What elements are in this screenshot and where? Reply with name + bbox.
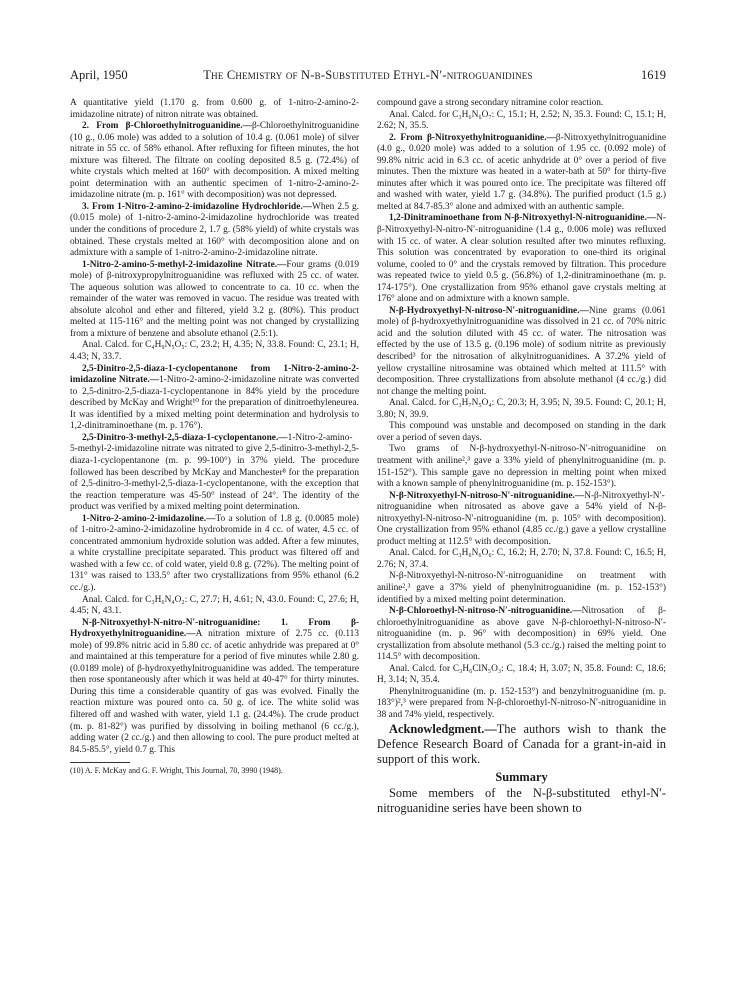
- analysis-line: Anal. Calcd. for C₃H₆N₆O₆: C, 16.2; H, 2.70; N, 37.8. Found: C, 16.5; H, 2.76; N, 37.4.: [377, 548, 666, 570]
- acknowledgment-text: The authors wish to thank the Defence Research Board of Canada for a grant-in-aid in support of this work.: [377, 721, 666, 766]
- acknowledgment-heading: Acknowledgment.—: [389, 721, 497, 736]
- left-column: [70, 98, 359, 776]
- paragraph: 2,5-Dinitro-2,5-diaza-1-cyclopentanone from 1-Nitro-2-amino-2-imidazoline Nitrate.—1-Nitro-2-amino-2-imidazoline nitrate was converted to 2,5-dinitro-2,5-diaza-1-cyclopentanone in 84% yield by the procedure described by McKay and Wright¹⁰ for the preparation of dinitroethyleneurea. It was identified by a mixed melting point determination and hydrolysis to 1,2-dinitraminoethane (m. p. 176°).: [70, 363, 359, 432]
- paragraph: N-β-Nitroxyethyl-N-nitro-N′-nitroguanidine: 1. From β-Hydroxyethylnitroguanidine.—A nitration mixture of 2.75 cc. (0.113 mole) of 99.8% nitric acid in 5.80 cc. of acetic anhydride was prepared at 0° and maintained at this temperature for a period of five minutes while 2.80 g. (0.0189 mole) of β-hydroxyethylnitroguanidine was added. The temperature then rose spontaneously after which it was held at 40-47° for thirty minutes. During this time a considerable quantity of gas was evolved. Finally the reaction mixture was poured onto ca. 50 g. of ice. The white solid was filtered off and washed with water, yield 1.1 g. (24.4%). The crude product (m. p. 81-82°) was purified by dissolving in boiling methanol (6 cc./g.), adding water (2 cc./g.) and then allowing to cool. The pure product melted at 84.5-85.5°, yield 0.7 g. This: [70, 617, 359, 755]
- paragraph: 2. From β-Chloroethylnitroguanidine.—β-Chloroethylnitroguanidine (10 g., 0.06 mole) was added to a solution of 10.4 g. (0.061 mole) of silver nitrate in 55 cc. of 58% ethanol. After refluxing for fifteen minutes, the hot mixture was filtered. The filtrate on cooling deposited 8.5 g. (72.4%) of white crystals which melted at 160° with decomposition. A mixed melting point determination with an authentic specimen of 1-nitro-2-amino-2-imidazoline nitrate (m. p. 161° with decomposition) was not depressed.: [70, 121, 359, 201]
- paragraph: 2. From β-Nitroxyethylnitroguanidine.—β-Nitroxyethylnitroguanidine (4.0 g., 0.020 mole) was added to a solution of 1.95 cc. (0.092 mole) of 99.8% nitric acid in 6.3 cc. of acetic anhydride at 0° over a period of five minutes. Then the mixture was heated in a water-bath at 50° for thirty-five minutes after which it was poured onto ice. The precipitate was filtered off and washed with water, yield 1.7 g. (34.8%). The purified product (1.5 g.) melted at 84.7-85.3° alone and admixed with an authentic sample.: [377, 132, 666, 212]
- acknowledgment: [377, 722, 666, 768]
- paragraph: 3. From 1-Nitro-2-amino-2-imidazoline Hydrochloride.—When 2.5 g. (0.015 mole) of 1-nitro-2-amino-2-imidazoline hydrochloride was treated under the conditions of procedure 2, 1.7 g. (58% yield) of white crystals was obtained. These crystals melted at 160° with decomposition alone and on admixture with a sample of 1-nitro-2-amino-2-imidazoline nitrate.: [70, 201, 359, 259]
- paragraph: 2,5-Dinitro-3-methyl-2,5-diaza-1-cyclopentanone.—1-Nitro-2-amino-5-methyl-2-imidazoline nitrate was nitrated to give 2,5-dinitro-3-methyl-2,5-diaza-1-cyclopentanone (m. p. 99-100°) in 37% yield. The procedure followed has been described by McKay and Manchester⁸ for the preparation of 2,5-dinitro-3-methyl-2,5-diaza-1-cyclopentanone, with the exception that the reaction temperature was 45-50° instead of 24°. The identity of the product was verified by a mixed melting point determination.: [70, 432, 359, 513]
- analysis-line: Anal. Calcd. for C₄H₉N₅O₅: C, 23.2; H, 4.35; N, 33.8. Found: C, 23.1; H, 4.43; N, 33.7.: [70, 340, 359, 363]
- paragraph: Phenylnitroguanidine (m. p. 152-153°) and benzylnitroguanidine (m. p. 183°)²,³ were prepared from N-β-chloroethyl-N-nitroso-N′-nitroguanidine in 38 and 74% yield, respectively.: [377, 686, 666, 720]
- paragraph: Two grams of N-β-hydroxyethyl-N-nitroso-N′-nitroguanidine on treatment with aniline²,³ gave a 33% yield of phenylnitroguanidine (m. p. 151-152°). This sample gave no depression in melting point when mixed with a known sample of phenylnitroguanidine (m. p. 152-153°).: [377, 444, 666, 490]
- footnote: (10) A. F. McKay and G. F. Wright, This Journal, 70, 3990 (1948).: [70, 766, 283, 776]
- paragraph: N-β-Chloroethyl-N-nitroso-N′-nitroguanidine.—Nitrosation of β-chloroethylnitroguanidine as above gave N-β-chloroethyl-N-nitroso-N′-nitroguanidine (m. p. 96° with decomposition) in 69% yield. One crystallization from absolute methanol (5.3 cc./g.) raised the melting point to 114.5° with decomposition.: [377, 606, 666, 663]
- paragraph: 1,2-Dinitraminoethane from N-β-Nitroxyethyl-N-nitroguanidine.—N-β-Nitroxyethyl-N-nitro-N′-nitroguanidine (1.4 g., 0.006 mole) was refluxed with 15 cc. of water. A clear solution resulted after two minutes refluxing. This solution was concentrated by evaporation to one-third its original volume, cooled to 0° and the crystals removed by filtration. This procedure was repeated twice to yield 0.5 g. (56.8%) of 1,2-dinitraminoethane (m. p. 174-175°). One crystallization from 95% ethanol gave crystals melting at 176° alone and on admixture with a known sample.: [377, 213, 666, 305]
- paragraph: N-β-Nitroxyethyl-N-nitroso-N′-nitroguanidine.—N-β-Nitroxyethyl-N′-nitroguanidine when nitrosated as above gave a 54% yield of N-β-nitroxyethyl-N-nitroso-N′-nitroguanidine (m. p. 105° with decomposition). One crystallization from 95% ethanol (4.85 cc./g.) gave a yellow crystalline product melting at 112.5° with decomposition.: [377, 490, 666, 547]
- running-header: [70, 66, 666, 84]
- paragraph: N-β-Nitroxyethyl-N-nitroso-N′-nitroguanidine on treatment with aniline²,³ gave a 37% yield of phenylnitroguanidine (m. p. 152-153°) identified by a mixed melting point determination.: [377, 571, 666, 605]
- paragraph: A quantitative yield (1.170 g. from 0.600 g. of 1-nitro-2-amino-2-imidazoline nitrate) of nitron nitrate was obtained.: [70, 98, 359, 120]
- header-title: The Chemistry of N-β-Substituted Ethyl-N′-nitroguanidines: [203, 68, 533, 82]
- analysis-line: Anal. Calcd. for C₃H₆ClN₅O₃: C, 18.4; H, 3.07; N, 35.8. Found: C, 18.6; H, 3.14; N, 35.4.: [377, 663, 666, 686]
- summary-heading: Summary: [495, 770, 548, 785]
- analysis-line: Anal. Calcd. for C₃H₇N₅O₄: C, 20.3; H, 3.95; N, 39.5. Found: C, 20.1; H, 3.80; N, 39.9.: [377, 398, 666, 420]
- analysis-line: Anal. Calcd. for C₃H₆N₄O₂: C, 27.7; H, 4.61; N, 43.0. Found: C, 27.6; H, 4.45; N, 43.1.: [70, 594, 359, 617]
- analysis-line: Anal. Calcd. for C₃H₆N₆O₇: C, 15.1; H, 2.52; N, 35.3. Found: C, 15.1; H, 2.62; N, 35.5.: [377, 109, 666, 132]
- footnote-rule: [70, 762, 130, 763]
- header-page-number: 1619: [641, 68, 666, 82]
- right-column: [377, 98, 666, 817]
- paragraph: compound gave a strong secondary nitramine color reaction.: [377, 98, 604, 108]
- paragraph: N-β-Hydroxyethyl-N-nitroso-N′-nitroguanidine.—Nine grams (0.061 mole) of β-hydroxyethylnitroguanidine was dissolved in 21 cc. of 70% nitric acid and the solution diluted with 45 cc. of water. The nitrosation was effected by the use of 13.5 g. (0.196 mole) of sodium nitrite as previously described³ for the nitrosation of alkylnitroguanidines. A 37.2% yield of yellow crystalline nitrosamine was obtained which melted at 111.5° with decomposition. Three crystallizations from absolute methanol (4 cc./g.) did not change the melting point.: [377, 305, 666, 397]
- paragraph: 1-Nitro-2-amino-5-methyl-2-imidazoline Nitrate.—Four grams (0.019 mole) of β-nitroxypropylnitroguanidine was refluxed with 25 cc. of water. The aqueous solution was allowed to concentrate to ca. 10 cc. when the remainder of the water was removed in vacuo. The residue was treated with absolute alcohol and ether and filtered, yield 3.2 g. (80%). This product melted at 115-116° and the melting point was not changed by crystallizing from a mixture of benzene and absolute ethanol (2.5:1).: [70, 259, 360, 339]
- paragraph: This compound was unstable and decomposed on standing in the dark over a period of seven days.: [377, 421, 666, 443]
- summary-text: Some members of the N-β-substituted ethyl-N′-nitroguanidine series have been shown to: [377, 786, 666, 816]
- paragraph: 1-Nitro-2-amino-2-imidazoline.—To a solution of 1.8 g. (0.0085 mole) of 1-nitro-2-amino-2-imidazoline hydrobromide in 4 cc. of water, 4.5 cc. of concentrated ammonium hydroxide solution was added. After a few minutes, a white crystalline precipitate separated. This product was filtered off and washed with a few cc. of cold water, yield 0.8 g. (72%). The melting point of 131° was raised to 133.5° after two crystallizations from 95% ethanol (6.2 cc./g.).: [70, 513, 359, 593]
- header-date: April, 1950: [70, 68, 128, 82]
